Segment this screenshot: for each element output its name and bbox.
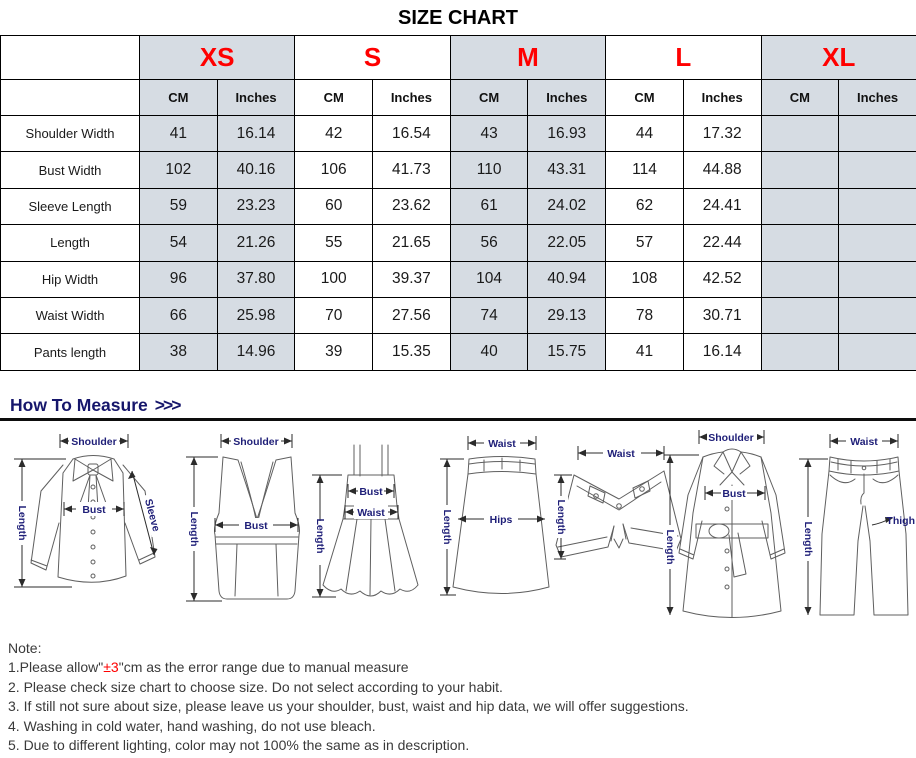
cell: 38 — [140, 334, 218, 370]
tank-bust-label: Bust — [244, 519, 268, 532]
dress-waist-label: Waist — [357, 506, 385, 519]
table-row — [1, 334, 916, 370]
blouse-length-label: Length — [16, 505, 28, 541]
cell: 23.62 — [373, 188, 451, 224]
cell: 15.35 — [373, 334, 451, 370]
how-to-measure-label: How To Measure — [10, 394, 148, 415]
skirt-hips-label: Hips — [489, 513, 513, 526]
page-title: SIZE CHART — [398, 7, 518, 29]
blouse-sleeve-label: Sleeve — [141, 497, 163, 533]
cell: 70 — [295, 297, 373, 333]
cell: 16.93 — [528, 116, 606, 152]
size-header-m: M — [450, 36, 605, 80]
notes-heading: Note: — [8, 639, 42, 656]
skirt-length-label: Length — [441, 509, 453, 545]
cell: 96 — [140, 261, 218, 297]
cell: 55 — [295, 225, 373, 261]
cell: 108 — [606, 261, 684, 297]
cell: 39 — [295, 334, 373, 370]
dress-length-label: Length — [314, 518, 326, 554]
table-row — [1, 188, 916, 224]
row-label: Length — [1, 225, 140, 261]
blouse-shoulder-label: Shoulder — [71, 435, 117, 448]
table-row — [1, 225, 916, 261]
cell: 25.98 — [217, 297, 295, 333]
tank-shoulder-label: Shoulder — [233, 435, 279, 448]
note-line-2: 2. Please check size chart to choose size. Do not select according to your habit. — [8, 678, 503, 695]
note-line-1: 1.Please allow"±3"cm as the error range due to manual measure — [8, 659, 409, 676]
cell — [839, 116, 916, 152]
skirt-figure — [438, 429, 564, 625]
coat-shoulder-label: Shoulder — [708, 431, 754, 444]
cell: 44 — [606, 116, 684, 152]
cell: 56 — [450, 225, 528, 261]
cell: 61 — [450, 188, 528, 224]
row-label: Waist Width — [1, 297, 140, 333]
cell: 40.94 — [528, 261, 606, 297]
cell: 106 — [295, 152, 373, 188]
cell: 15.75 — [528, 334, 606, 370]
cell — [839, 297, 916, 333]
cell: 104 — [450, 261, 528, 297]
coat-bust-label: Bust — [722, 487, 746, 500]
size-chart-table — [0, 35, 916, 371]
cell: 43.31 — [528, 152, 606, 188]
cell: 110 — [450, 152, 528, 188]
unit-header-inches: Inches — [839, 80, 916, 116]
unit-header-cm: CM — [450, 80, 528, 116]
measure-figures — [0, 429, 916, 631]
unit-header-cm: CM — [295, 80, 373, 116]
cell: 14.96 — [217, 334, 295, 370]
cell: 22.05 — [528, 225, 606, 261]
cell: 41.73 — [373, 152, 451, 188]
shorts-length-label: Length — [555, 499, 567, 535]
cell: 40.16 — [217, 152, 295, 188]
cell — [761, 261, 839, 297]
unit-header-cm: CM — [140, 80, 218, 116]
skirt-waist-label: Waist — [488, 437, 516, 450]
cell: 27.56 — [373, 297, 451, 333]
unit-header-cm: CM — [606, 80, 684, 116]
blouse-figure — [12, 429, 184, 625]
cell — [761, 225, 839, 261]
cell: 16.14 — [683, 334, 761, 370]
cell — [839, 152, 916, 188]
cell: 57 — [606, 225, 684, 261]
pants-waist-label: Waist — [850, 435, 878, 448]
size-header-xl: XL — [761, 36, 916, 80]
coat-figure — [663, 425, 800, 630]
unit-header-inches: Inches — [217, 80, 295, 116]
cell: 23.23 — [217, 188, 295, 224]
unit-header-inches: Inches — [373, 80, 451, 116]
unit-header-row — [1, 80, 916, 116]
cell: 17.32 — [683, 116, 761, 152]
cell: 30.71 — [683, 297, 761, 333]
cell: 16.14 — [217, 116, 295, 152]
cell: 39.37 — [373, 261, 451, 297]
row-label: Bust Width — [1, 152, 140, 188]
pants-figure — [794, 429, 916, 627]
table-row — [1, 297, 916, 333]
tank-length-label: Length — [188, 511, 200, 547]
unit-header-inches: Inches — [683, 80, 761, 116]
size-header-l: L — [606, 36, 761, 80]
dress-figure — [310, 429, 432, 625]
cell: 24.41 — [683, 188, 761, 224]
cell: 22.44 — [683, 225, 761, 261]
coat-length-label: Length — [664, 529, 676, 565]
triple-chevron-icon: >>> — [154, 394, 180, 415]
cell — [839, 188, 916, 224]
cell: 42 — [295, 116, 373, 152]
table-row — [1, 116, 916, 152]
cell — [839, 261, 916, 297]
cell — [761, 116, 839, 152]
note-line-5: 5. Due to different lighting, color may not 100% the same as in description. — [8, 737, 470, 754]
cell: 16.54 — [373, 116, 451, 152]
cell: 42.52 — [683, 261, 761, 297]
cell: 40 — [450, 334, 528, 370]
blouse-bust-label: Bust — [82, 503, 106, 516]
cell: 78 — [606, 297, 684, 333]
dress-bust-label: Bust — [359, 485, 383, 498]
cell: 66 — [140, 297, 218, 333]
cell — [839, 334, 916, 370]
cell: 102 — [140, 152, 218, 188]
how-to-measure-heading — [10, 395, 916, 416]
cell: 41 — [606, 334, 684, 370]
cell: 24.02 — [528, 188, 606, 224]
shorts-waist-label: Waist — [607, 447, 635, 460]
cell: 60 — [295, 188, 373, 224]
cell: 44.88 — [683, 152, 761, 188]
row-label: Hip Width — [1, 261, 140, 297]
table-row — [1, 261, 916, 297]
cell — [761, 297, 839, 333]
cell — [839, 225, 916, 261]
row-label: Pants length — [1, 334, 140, 370]
cell — [761, 188, 839, 224]
divider-rule — [0, 418, 916, 421]
pants-length-label: Length — [802, 521, 814, 557]
cell: 41 — [140, 116, 218, 152]
corner-cell — [1, 80, 140, 116]
cell: 21.65 — [373, 225, 451, 261]
pants-thigh-label: Thigh — [886, 514, 915, 527]
error-range-highlight: ±3 — [103, 659, 119, 676]
cell: 62 — [606, 188, 684, 224]
note-line-3: 3. If still not sure about size, please leave us your shoulder, bust, waist and hip data, we will offer suggestions. — [8, 698, 689, 715]
cell: 37.80 — [217, 261, 295, 297]
cell: 114 — [606, 152, 684, 188]
cell — [761, 334, 839, 370]
row-label: Shoulder Width — [1, 116, 140, 152]
cell: 43 — [450, 116, 528, 152]
corner-cell — [1, 36, 140, 80]
cell: 100 — [295, 261, 373, 297]
table-row — [1, 152, 916, 188]
cell — [761, 152, 839, 188]
size-header-xs: XS — [140, 36, 295, 80]
cell: 29.13 — [528, 297, 606, 333]
tank-top-figure — [184, 429, 330, 625]
cell: 59 — [140, 188, 218, 224]
unit-header-inches: Inches — [528, 80, 606, 116]
cell: 21.26 — [217, 225, 295, 261]
notes-section — [8, 639, 916, 756]
cell: 74 — [450, 297, 528, 333]
cell: 54 — [140, 225, 218, 261]
row-label: Sleeve Length — [1, 188, 140, 224]
size-header-s: S — [295, 36, 450, 80]
unit-header-cm: CM — [761, 80, 839, 116]
note-line-4: 4. Washing in cold water, hand washing, do not use bleach. — [8, 717, 376, 734]
size-header-row — [1, 36, 916, 80]
